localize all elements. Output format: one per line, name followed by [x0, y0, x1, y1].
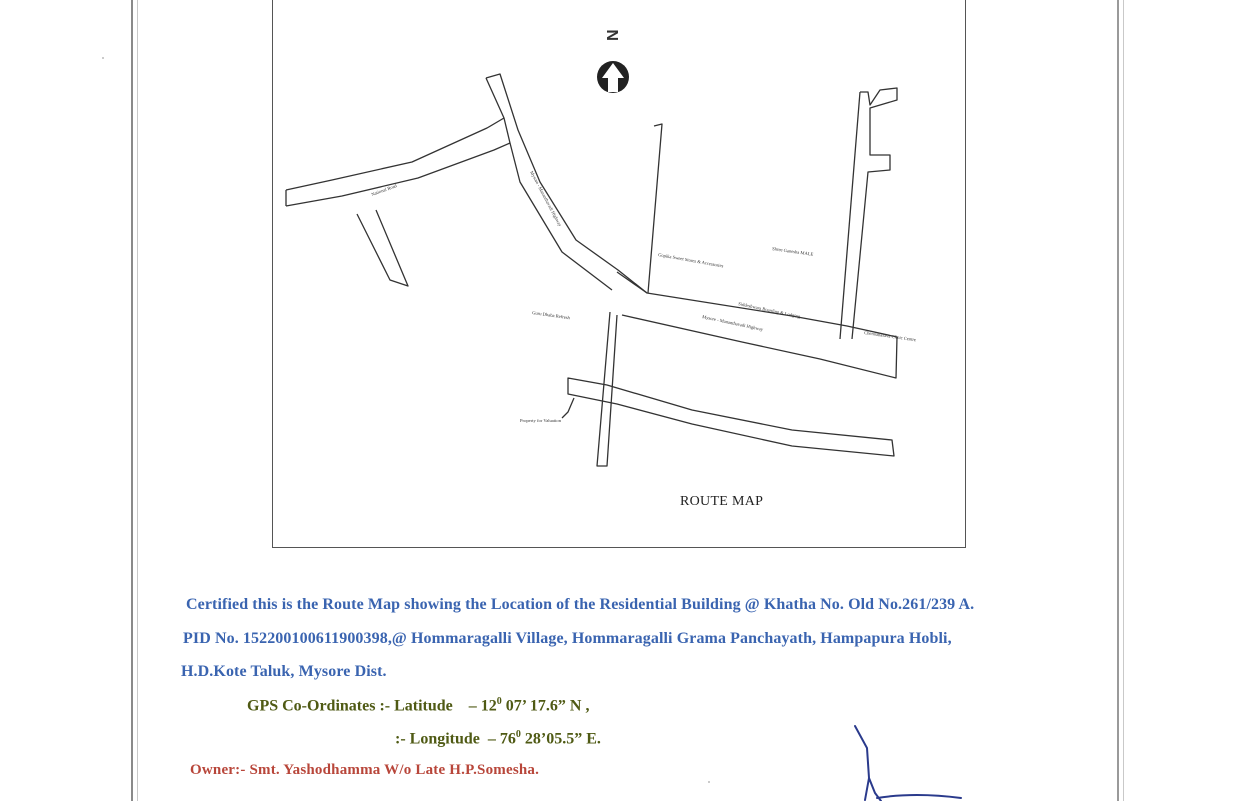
gps-longitude-deg: – 76 — [487, 730, 516, 748]
signature — [835, 718, 975, 801]
map-title: ROUTE MAP — [680, 494, 764, 509]
highway-right-edge — [486, 74, 647, 293]
gps-latitude-value: 07’ 17.6” N , — [501, 697, 590, 715]
page-border-left-inner — [137, 0, 138, 801]
page-border-right — [1117, 0, 1119, 801]
certificate-line-1: Certified this is the Route Map showing the Location of the Residential Building @ Khatha No. Old No.261/239 A. — [186, 596, 975, 613]
label-sri-ganesha: Shree Ganesha MALE — [771, 246, 814, 257]
national-road-bottom-edge — [286, 143, 510, 206]
label-highway-horizontal: Mysore - Mananthavadi Highway — [701, 314, 764, 332]
highway-left-edge — [486, 78, 612, 290]
gps-longitude — [395, 729, 601, 748]
label-highway-diagonal: Mysore - Mananthavadi Highway — [529, 170, 563, 228]
gps-longitude-label: :- Longitude — [395, 730, 480, 748]
gps-latitude-label: GPS Co-Ordinates :- Latitude — [247, 697, 453, 715]
north-label: N — [605, 29, 622, 41]
page-border-left — [131, 0, 133, 801]
certificate-line-3: H.D.Kote Taluk, Mysore Dist. — [181, 663, 387, 680]
gps-latitude-deg: – 12 — [468, 697, 497, 715]
label-property: Property for Valuation — [520, 418, 561, 423]
gps-latitude — [247, 696, 589, 715]
label-national-road: National Road — [370, 183, 398, 197]
owner-line: Owner:- Smt. Yashodhamma W/o Late H.P.Somesha. — [190, 762, 540, 778]
degree-symbol: 0 — [496, 696, 502, 707]
scan-speck — [102, 57, 104, 59]
label-gopika-sweets: Gopika Sweet Stores & Accessories — [657, 252, 724, 269]
route-map — [272, 0, 966, 548]
north-arrow-icon — [597, 61, 629, 93]
label-chennabasava: Chennabasava Clinic Centre — [863, 330, 917, 343]
national-road-top-edge — [286, 118, 504, 190]
label-guru-hotel: Guru Dhaba Refresh — [531, 310, 571, 321]
scan-speck — [708, 781, 710, 783]
degree-symbol: 0 — [515, 729, 521, 740]
label-siddeshwara: Siddeshwara Boarding & Lodging — [737, 301, 801, 320]
certificate-line-2: PID No. 152200100611900398,@ Hommaragalli Village, Hommaragalli Grama Panchayath, Hampapura Hobli, — [183, 630, 952, 647]
page-border-right-inner — [1123, 0, 1124, 801]
gps-longitude-value: 28’05.5” E. — [520, 730, 601, 748]
